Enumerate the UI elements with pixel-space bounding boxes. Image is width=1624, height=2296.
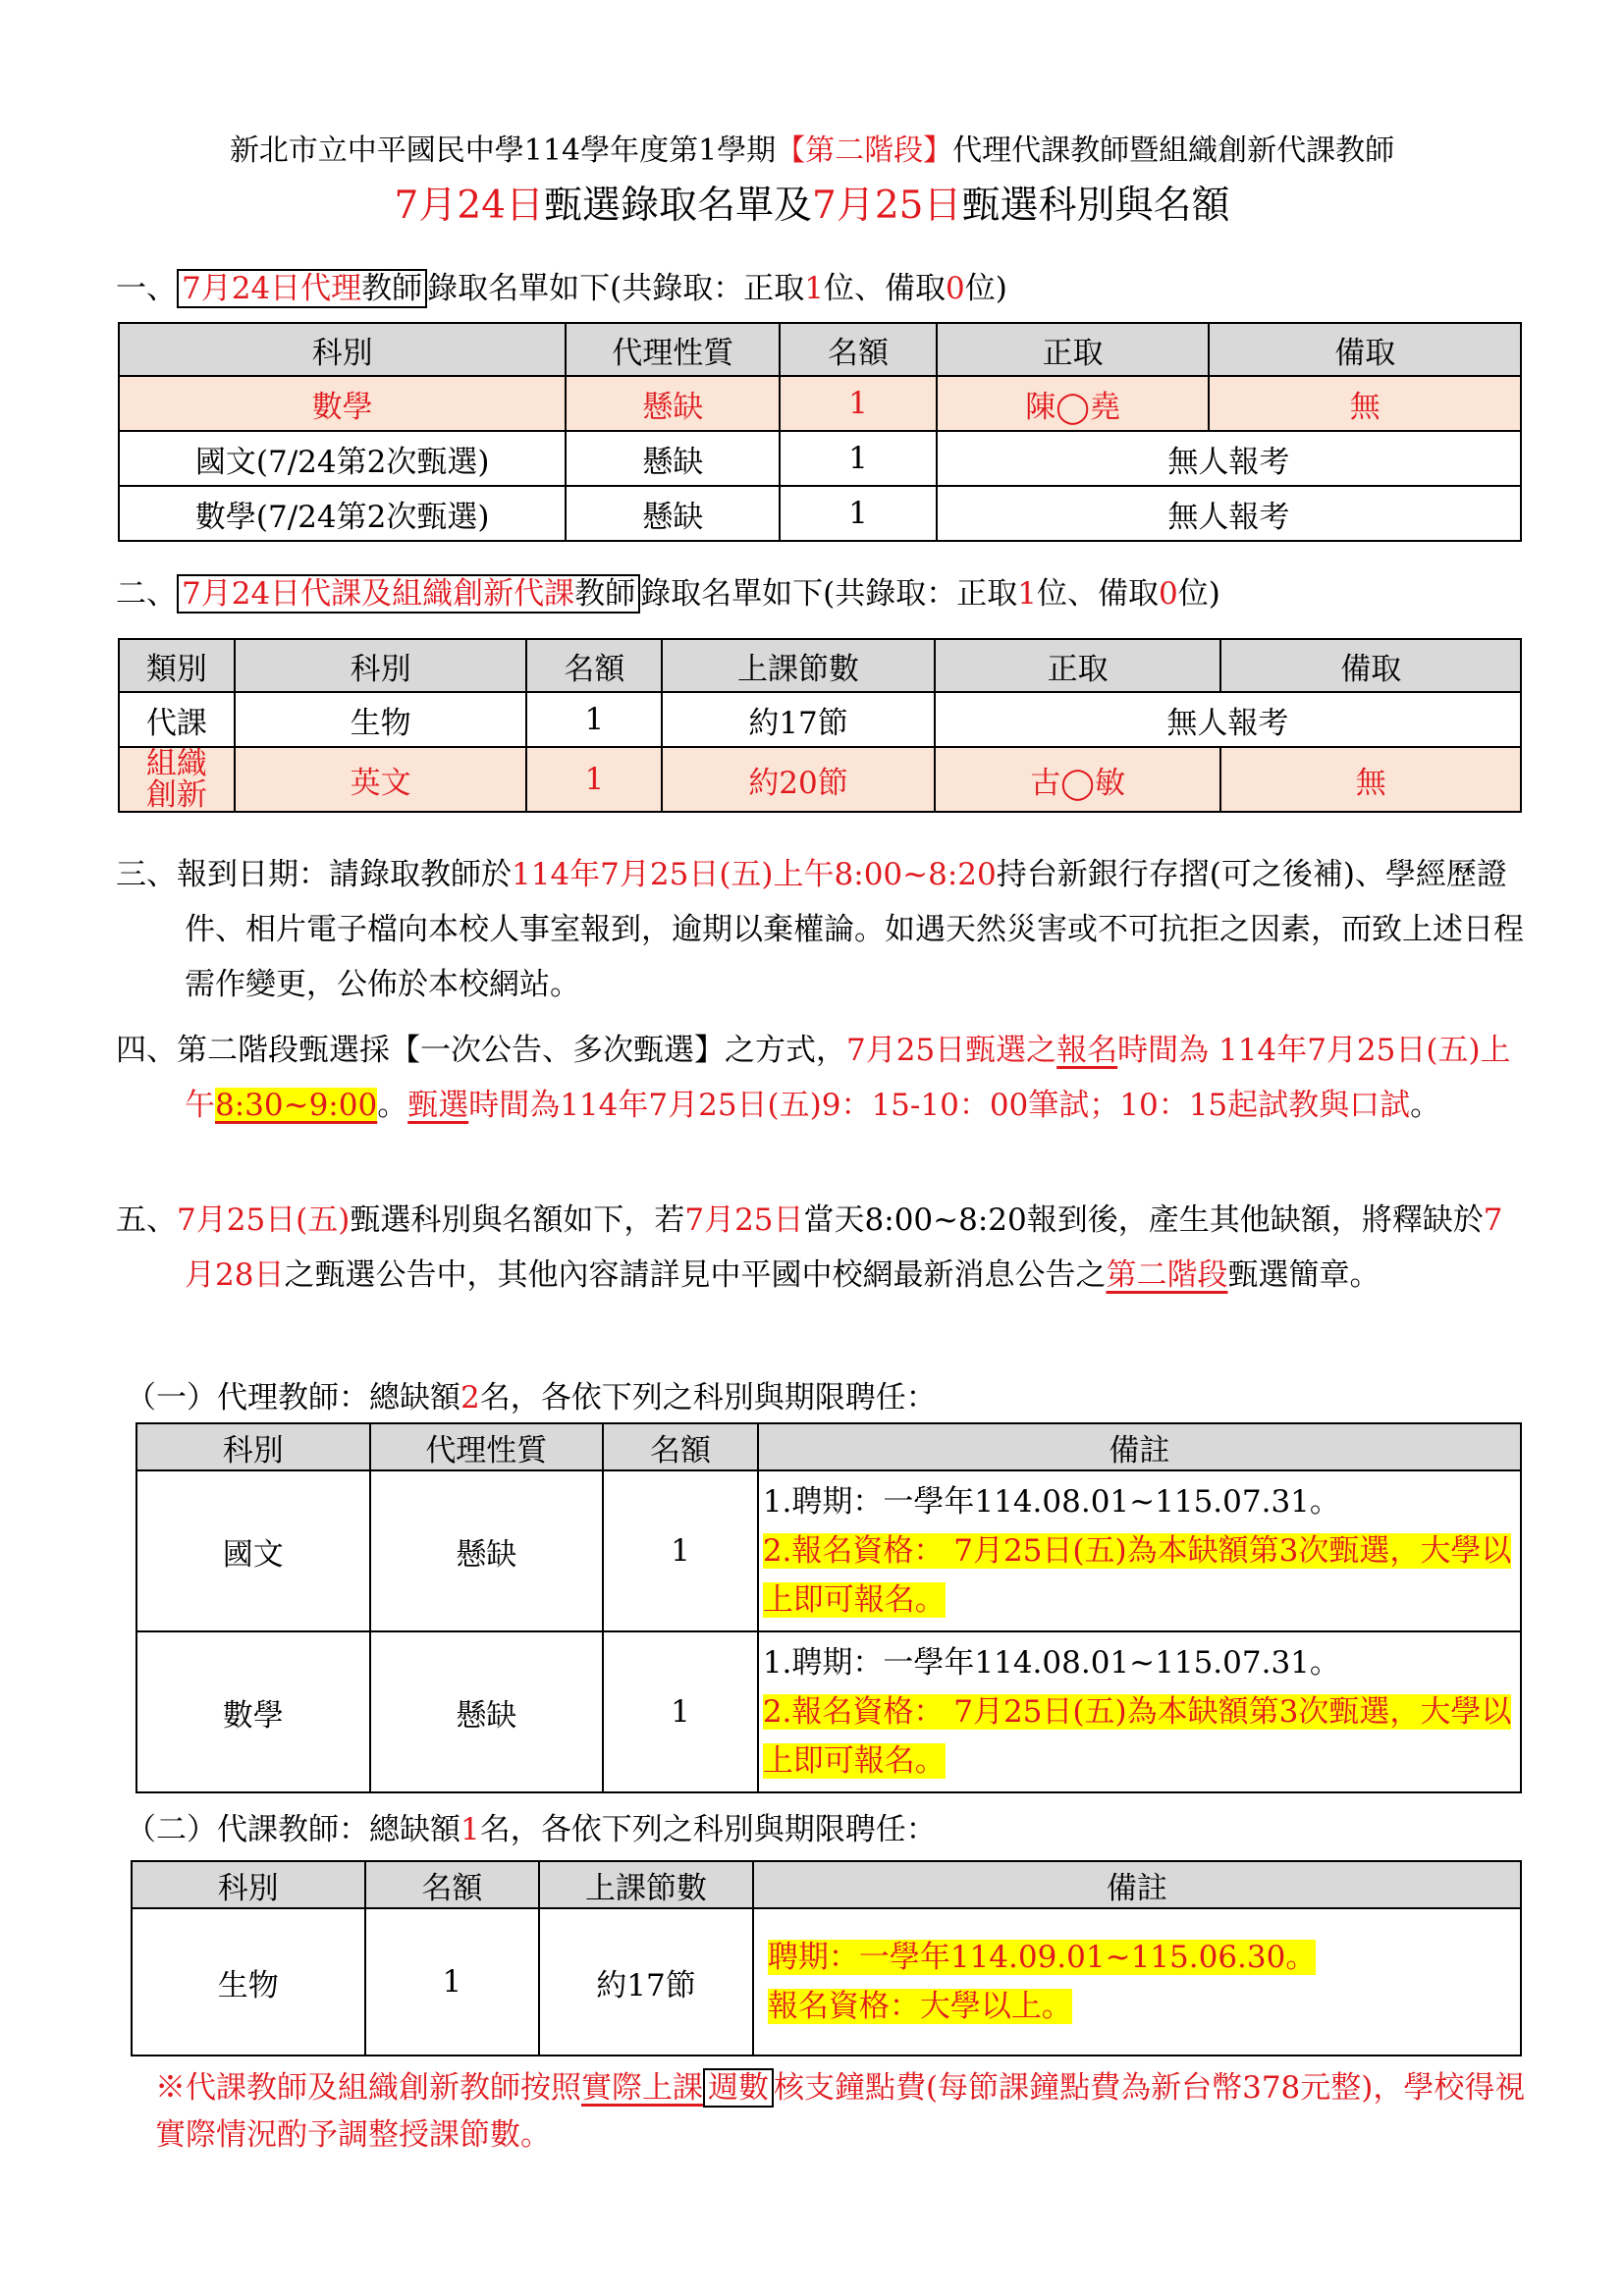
cell-subject: 英文 — [235, 747, 527, 812]
sub1-text-b: 名，各依下列之科別與期限聘任： — [479, 1380, 937, 1415]
title-teacher-type: 代理代課教師暨組織創新代課教師 — [952, 133, 1395, 168]
cell-waitlist: 無 — [1220, 747, 1521, 812]
cell-result: 無人報考 — [937, 431, 1521, 486]
section1-heading — [116, 263, 1007, 307]
cell-subject: 數學 — [119, 376, 566, 431]
table-row — [136, 1631, 1521, 1792]
section2-num-a: 1 — [1017, 576, 1037, 612]
section3-text-b: 持台新銀行存摺(可之後補)、學經歷證件、相片電子檔向本校人事室報到，逾期以棄權論。如遇天然災害或不可抗拒之因素，而致上述日程需作變更，公佈於本校網站。 — [185, 857, 1524, 1002]
section4-red-a: 7月25日甄選之 — [846, 1033, 1057, 1068]
cell-count: 1 — [603, 1631, 758, 1792]
section3-paragraph — [116, 847, 1530, 1012]
col-header: 科別 — [136, 1423, 370, 1470]
cell-count: 1 — [780, 431, 937, 486]
col-header: 正取 — [937, 323, 1210, 376]
sub2-num: 1 — [460, 1812, 480, 1847]
page-title-line2 — [0, 175, 1624, 230]
section3-report-time: 114年7月25日(五)上午8:00~8:20 — [512, 857, 997, 892]
table-row — [119, 431, 1521, 486]
table-header-row — [119, 639, 1521, 692]
section2-text-c: 位) — [1177, 576, 1220, 612]
cell-count: 1 — [526, 692, 662, 747]
section1-text-c: 位) — [964, 271, 1007, 306]
cell-subject: 國文(7/24第2次甄選) — [119, 431, 566, 486]
section2-table — [118, 638, 1522, 813]
section5-red-c: 7月28日 — [185, 1202, 1503, 1293]
table-header-row — [119, 323, 1521, 376]
section2-heading — [116, 568, 1220, 613]
section5-paragraph — [116, 1193, 1530, 1303]
category-line1: 組織 — [145, 746, 207, 781]
cell-admitted: 陳◯堯 — [937, 376, 1210, 431]
cell-subject: 數學 — [136, 1631, 370, 1792]
section2-boxed-red: 7月24日代課及組織創新代課 — [182, 576, 575, 612]
cell-type: 懸缺 — [566, 431, 780, 486]
col-header: 上課節數 — [539, 1861, 753, 1908]
title-school-term: 新北市立中平國民中學114學年度第1學期 — [229, 133, 777, 168]
section1-boxed-black: 教師 — [361, 271, 423, 306]
cell-subject: 生物 — [132, 1908, 365, 2056]
col-header: 上課節數 — [662, 639, 935, 692]
section4-registration-time: 8:30~9:00 — [215, 1088, 378, 1123]
col-header: 正取 — [935, 639, 1221, 692]
cell-result: 無人報考 — [937, 486, 1521, 541]
cell-hours: 約17節 — [539, 1908, 753, 2056]
table-row — [136, 1470, 1521, 1631]
section4-red-b: 時間為 114年7月25日(五)上午 — [185, 1033, 1511, 1123]
footnote-actual: 實際上課 — [581, 2070, 703, 2106]
section5-text-b: 當天8:00~8:20報到後，產生其他缺額，將釋缺於 — [803, 1202, 1484, 1238]
footnote-text-b: 核支鐘點費(每節課鐘點費為新台幣378元整)，學校得視實際情況酌予調整授課節數。 — [155, 2070, 1526, 2153]
cell-hours: 約20節 — [662, 747, 935, 812]
col-header: 科別 — [235, 639, 527, 692]
section1-table — [118, 322, 1522, 542]
col-header: 備取 — [1220, 639, 1521, 692]
cell-count: 1 — [526, 747, 662, 812]
section5-text-c: 之甄選公告中，其他內容請詳見中平國中校網最新消息公告之 — [284, 1257, 1107, 1293]
section4-red-c: 時間為114年7月25日(五)9：15-10：00筆試；10：15起試教與口試 — [468, 1088, 1411, 1123]
cell-note — [758, 1631, 1521, 1792]
cell-subject: 生物 — [235, 692, 527, 747]
section4-text-b: 。 — [377, 1088, 408, 1123]
col-header: 名額 — [780, 323, 937, 376]
table-row — [119, 376, 1521, 431]
sub1-table — [135, 1422, 1522, 1793]
cell-count: 1 — [780, 486, 937, 541]
section4-text-a: 第二階段甄選採【一次公告、多次甄選】之方式， — [177, 1033, 846, 1068]
section1-boxed-red: 7月24日代理 — [182, 271, 362, 306]
title-text-2: 甄選科別與名額 — [961, 184, 1230, 228]
section2-text-a: 錄取名單如下(共錄取：正取 — [640, 576, 1018, 612]
col-header: 代理性質 — [370, 1423, 604, 1470]
col-header: 備取 — [1209, 323, 1521, 376]
sub2-text-a: （二）代課教師：總缺額 — [126, 1812, 460, 1847]
col-header: 類別 — [119, 639, 235, 692]
col-header: 備註 — [753, 1861, 1521, 1908]
cell-count: 1 — [780, 376, 937, 431]
section3-prefix: 三、 — [116, 857, 177, 892]
table-row — [119, 692, 1521, 747]
cell-result: 無人報考 — [935, 692, 1521, 747]
section5-stage: 第二階段 — [1106, 1257, 1228, 1293]
cell-subject: 數學(7/24第2次甄選) — [119, 486, 566, 541]
col-header: 名額 — [603, 1423, 758, 1470]
sub1-text-a: （一）代理教師：總缺額 — [126, 1380, 460, 1415]
title-text-1: 甄選錄取名單及 — [543, 184, 812, 228]
sub2-heading — [126, 1804, 937, 1848]
cell-hours: 約17節 — [662, 692, 935, 747]
col-header: 備註 — [758, 1423, 1521, 1470]
cell-note — [758, 1470, 1521, 1631]
cell-category: 代課 — [119, 692, 235, 747]
section2-text-b: 位、備取 — [1037, 576, 1159, 612]
note-eligibility: 報名資格：大學以上。 — [767, 1989, 1072, 2024]
section1-prefix: 一、 — [116, 271, 177, 306]
section5-text-a: 甄選科別與名額如下，若 — [350, 1202, 685, 1238]
section4-prefix: 四、 — [116, 1033, 177, 1068]
cell-type: 懸缺 — [566, 486, 780, 541]
section5-red-a: 7月25日(五) — [177, 1202, 351, 1238]
table-row — [132, 1908, 1521, 2056]
category-line2: 創新 — [145, 777, 207, 813]
col-header: 名額 — [365, 1861, 540, 1908]
cell-type: 懸缺 — [370, 1470, 604, 1631]
section5-red-b: 7月25日 — [684, 1202, 804, 1238]
section4-selection: 甄選 — [407, 1088, 469, 1123]
table-row — [119, 486, 1521, 541]
note-term: 聘期：一學年114.09.01~115.06.30。 — [767, 1940, 1317, 1975]
section1-num-b: 0 — [946, 271, 965, 306]
section2-boxed-black: 教師 — [574, 576, 636, 612]
section5-text-d: 甄選簡章。 — [1227, 1257, 1380, 1293]
note-term: 1.聘期：一學年114.08.01~115.07.31。 — [762, 1645, 1340, 1681]
title-stage: 【第二階段】 — [776, 133, 953, 168]
section1-num-a: 1 — [804, 271, 824, 306]
sub1-num: 2 — [460, 1380, 480, 1415]
note-eligibility: 2.報名資格： 7月25日(五)為本缺額第3次甄選，大學以上即可報名。 — [762, 1533, 1512, 1618]
cell-admitted: 古◯敏 — [935, 747, 1221, 812]
footnote-weeks: 週數 — [703, 2068, 774, 2108]
title-date-1: 7月24日 — [394, 184, 544, 228]
page-title-line1 — [0, 126, 1624, 169]
cell-type: 懸缺 — [566, 376, 780, 431]
section1-boxed-label — [177, 269, 427, 308]
table-header-row — [132, 1861, 1521, 1908]
col-header: 科別 — [132, 1861, 365, 1908]
section4-text-c: 。 — [1410, 1088, 1441, 1123]
sub2-text-b: 名，各依下列之科別與期限聘任： — [479, 1812, 937, 1847]
cell-subject: 國文 — [136, 1470, 370, 1631]
col-header: 科別 — [119, 323, 566, 376]
section3-text-a: 報到日期：請錄取教師於 — [177, 857, 512, 892]
footnote — [155, 2064, 1530, 2159]
footnote-text-a: ※代課教師及組織創新教師按照 — [155, 2070, 581, 2106]
section2-boxed-label — [177, 574, 640, 614]
sub2-table — [131, 1860, 1522, 2056]
cell-count: 1 — [603, 1470, 758, 1631]
section4-registration: 報名 — [1056, 1033, 1118, 1068]
table-row — [119, 747, 1521, 812]
col-header: 名額 — [526, 639, 662, 692]
col-header: 代理性質 — [566, 323, 780, 376]
table-header-row — [136, 1423, 1521, 1470]
section1-text-b: 位、備取 — [824, 271, 946, 306]
cell-category — [119, 747, 235, 812]
cell-count: 1 — [365, 1908, 540, 2056]
title-date-2: 7月25日 — [812, 184, 962, 228]
sub1-heading — [126, 1372, 937, 1416]
section2-num-b: 0 — [1159, 576, 1178, 612]
section1-text-a: 錄取名單如下(共錄取：正取 — [427, 271, 805, 306]
section4-paragraph — [116, 1023, 1530, 1133]
note-term: 1.聘期：一學年114.08.01~115.07.31。 — [762, 1484, 1340, 1520]
section5-prefix: 五、 — [116, 1202, 177, 1238]
note-eligibility: 2.報名資格： 7月25日(五)為本缺額第3次甄選，大學以上即可報名。 — [762, 1694, 1512, 1779]
cell-type: 懸缺 — [370, 1631, 604, 1792]
section2-prefix: 二、 — [116, 576, 177, 612]
cell-note — [753, 1908, 1521, 2056]
cell-waitlist: 無 — [1209, 376, 1521, 431]
